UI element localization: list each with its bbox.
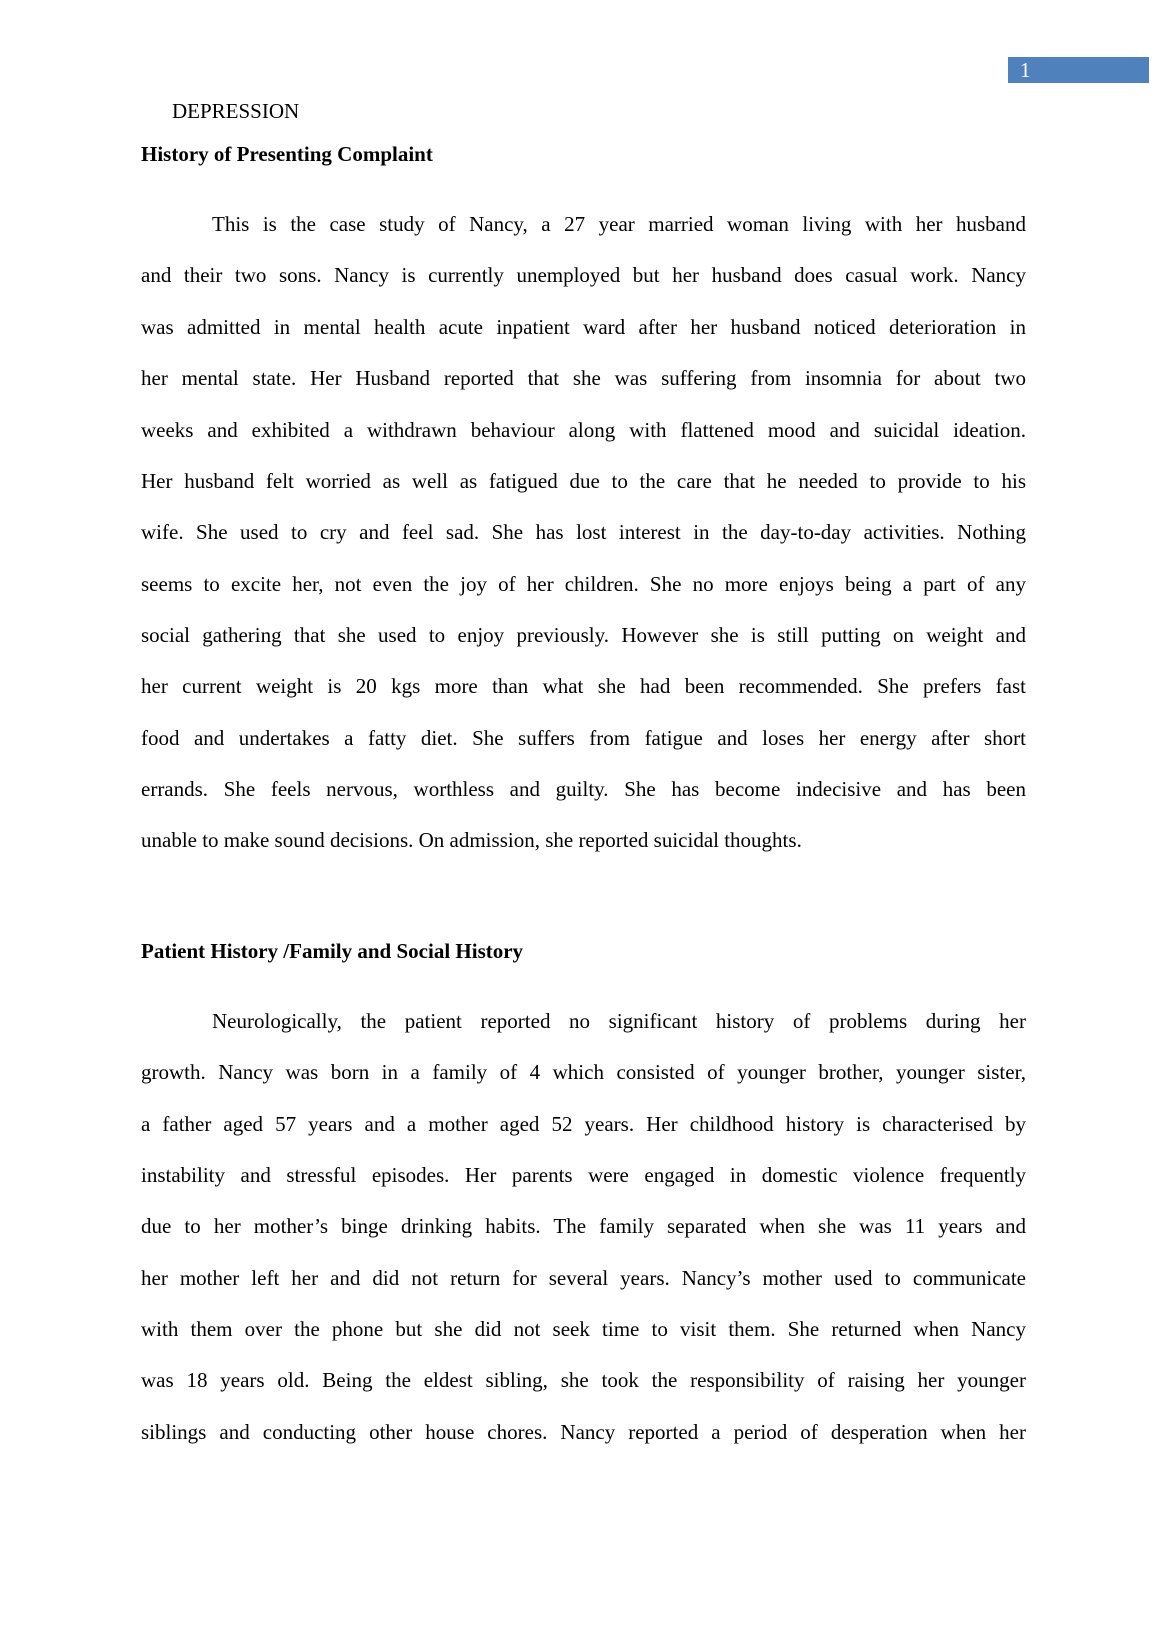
paragraph-line: with them over the phone but she did not seek time to visit them. She returned when Nancy — [141, 1317, 1026, 1341]
paragraph-line: was 18 years old. Being the eldest sibling, she took the responsibility of raising her younger — [141, 1368, 1026, 1392]
paragraph-line: growth. Nancy was born in a family of 4 which consisted of younger brother, younger sister, — [141, 1060, 1026, 1084]
page-number: 1 — [1008, 57, 1149, 83]
paragraph-line: This is the case study of Nancy, a 27 year married woman living with her husband — [212, 212, 1026, 236]
paragraph-line: unable to make sound decisions. On admission, she reported suicidal thoughts. — [141, 828, 802, 852]
paragraph-line: her mother left her and did not return for several years. Nancy’s mother used to communicate — [141, 1266, 1026, 1290]
paragraph-line: Neurologically, the patient reported no significant history of problems during her — [212, 1009, 1026, 1033]
paragraph-line: food and undertakes a fatty diet. She suffers from fatigue and loses her energy after short — [141, 726, 1026, 750]
section-heading-patient-history: Patient History /Family and Social History — [141, 939, 524, 963]
paragraph-line: instability and stressful episodes. Her parents were engaged in domestic violence frequently — [141, 1163, 1026, 1187]
paragraph-line: wife. She used to cry and feel sad. She has lost interest in the day-to-day activities. Nothing — [141, 520, 1026, 544]
paragraph-line: seems to excite her, not even the joy of her children. She no more enjoys being a part of any — [141, 572, 1026, 596]
paragraph-line: errands. She feels nervous, worthless and guilty. She has become indecisive and has been — [141, 777, 1026, 801]
paragraph-line: was admitted in mental health acute inpatient ward after her husband noticed deterioration in — [141, 315, 1026, 339]
section-heading-history-of-presenting-complaint: History of Presenting Complaint — [141, 142, 433, 166]
paragraph-line: a father aged 57 years and a mother aged 52 years. Her childhood history is characterised by — [141, 1112, 1026, 1136]
paragraph-line: due to her mother’s binge drinking habits. The family separated when she was 11 years and — [141, 1214, 1026, 1238]
running-head: DEPRESSION — [172, 99, 300, 123]
paragraph-line: siblings and conducting other house chores. Nancy reported a period of desperation when her — [141, 1420, 1026, 1444]
paragraph-line: Her husband felt worried as well as fatigued due to the care that he needed to provide to his — [141, 469, 1026, 493]
paragraph-line: her mental state. Her Husband reported that she was suffering from insomnia for about two — [141, 366, 1026, 390]
paragraph-line: social gathering that she used to enjoy previously. However she is still putting on weight and — [141, 623, 1026, 647]
paragraph-line: and their two sons. Nancy is currently unemployed but her husband does casual work. Nancy — [141, 263, 1026, 287]
paragraph-line: weeks and exhibited a withdrawn behaviour along with flattened mood and suicidal ideation. — [141, 418, 1026, 442]
paragraph-line: her current weight is 20 kgs more than what she had been recommended. She prefers fast — [141, 674, 1026, 698]
